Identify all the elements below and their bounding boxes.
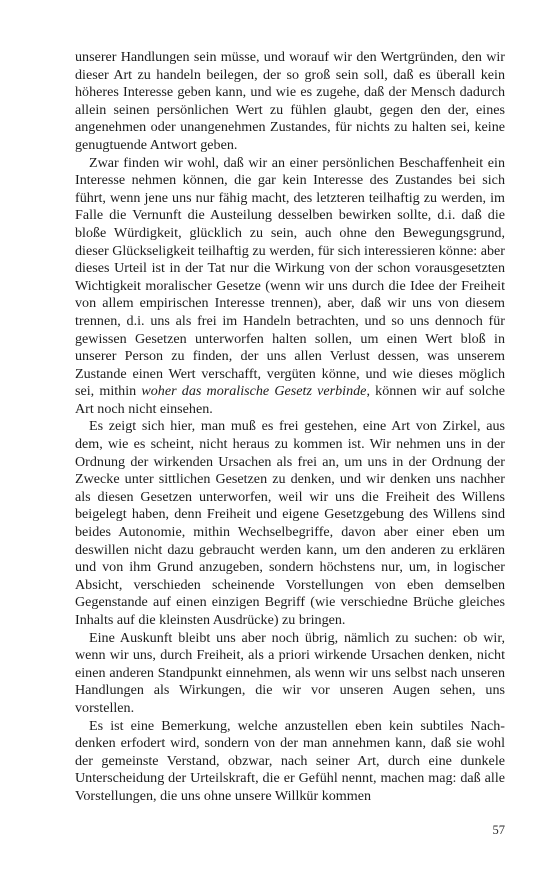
paragraph-3: Es zeigt sich hier, man muß es frei gestehen, eine Art von Zirkel, aus dem, wie es scheint, nicht heraus zu kommen ist. Wir nehmen uns in der Ordnung der wirkenden Ursachen als frei an, um uns in der Ordnung der Zwecke unter sittlichen Gesetzen zu denken, und wir denken uns nachher als diesen Gesetzen unterworfen, weil wir uns die Freiheit des Willens beigelegt haben, denn Freiheit und eigene Gesetzgebung des Willens sind beides Autonomie, mithin Wechselbegriffe, davon aber einer eben um deswillen nicht dazu gebraucht werden kann, um den anderen zu erklären und von ihm Grund anzugeben, sondern höchstens nur, um, in logischer Absicht, verschieden scheinende Vorstellungen von eben demselben Gegenstande auf einen einzigen Begriff (wie verschiedne Brüche gleiches Inhalts auf die kleinsten Ausdrücke) zu bringen. bbox=[75, 418, 505, 628]
paragraph-2-text-before: Zwar finden wir wohl, daß wir an einer persönlichen Beschaffenheit ein Interesse nehmen können, die gar kein Interesse des Zustandes bei sich führt, wenn jene uns nur fähig macht, des letzteren teilhaftig zu werden, im Falle die Vernunft die Austeilung desselben bewirken sollte, d.i. daß die bloße Würdigkeit, glücklich zu sein, auch ohne den Bewegungsgrund, dieser Glückseligkeit teilhaftig zu werden, für sich interessieren könne: aber dieses Urteil ist in der Tat nur die Wirkung von der schon vorausgesetzten Wichtigkeit moralischer Gesetze (wenn wir uns durch die Idee der Freiheit von allem empirischen Interesse trennen), aber, daß wir uns von diesem trennen, d.i. uns als frei im Handeln betrachten, und so uns dennoch für gewissen Gesetzen unterworfen halten sollen, um einen Wert bloß in unserer Person zu finden, der uns allen Verlust dessen, was unserem Zustande einen Wert verschafft, vergüten könne, und wie dieses möglich sei, mithin bbox=[75, 154, 505, 400]
paragraph-2-emphasis: woher das moralische Gesetz verbinde bbox=[141, 383, 367, 400]
book-page-text bbox=[75, 49, 505, 806]
paragraph-5: Es ist eine Bemerkung, welche anzustellen eben kein subtiles Nachdenken erfodert wird, sondern von der man annehmen kann, daß sie wohl der gemeinste Verstand, obzwar, nach seiner Art, durch eine dunkele Unterscheidung der Urteilskraft, die er Gefühl nennt, machen mag: daß alle Vorstellungen, die uns ohne unsere Willkür kommen bbox=[75, 717, 505, 804]
paragraph-4: Eine Auskunft bleibt uns aber noch übrig, nämlich zu suchen: ob wir, wenn wir uns, durch Freiheit, als a priori wirkende Ursachen denken, nicht einen anderen Standpunkt einnehmen, als wenn wir uns selbst nach unseren Handlungen als Wirkungen, die wir vor unseren Augen sehen, uns vorstellen. bbox=[75, 629, 505, 716]
paragraph-1: unserer Handlungen sein müsse, und worauf wir den Wertgründen, den wir dieser Art zu handeln beilegen, der so groß sein soll, daß es überall kein höheres Interesse geben kann, und wie es zugehe, daß der Mensch dadurch allein seinen persönlichen Wert zu fühlen glaubt, gegen den der, eines angenehmen oder unangenehmen Zustandes, für nichts zu halten sei, keine genugtuende Antwort geben. bbox=[75, 49, 505, 153]
paragraph-2 bbox=[75, 155, 505, 419]
paragraph-2-text-after: , können wir auf solche Art noch nicht einsehen. bbox=[75, 383, 505, 417]
page-number: 57 bbox=[492, 823, 505, 837]
